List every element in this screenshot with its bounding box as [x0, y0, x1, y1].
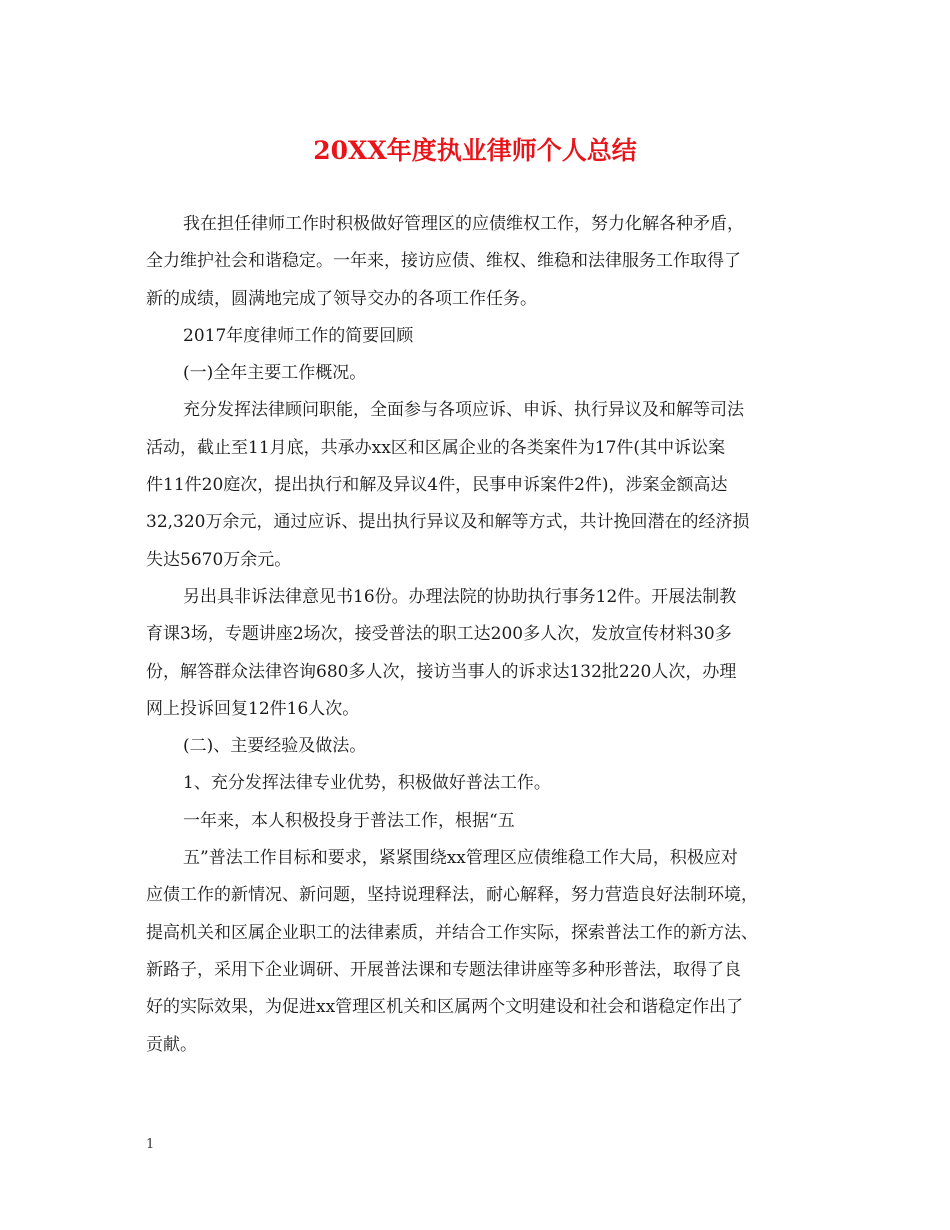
section-heading: 2017年度律师工作的简要回顾 — [183, 325, 414, 346]
numbered-item: 1、充分发挥法律专业优势，积极做好普法工作。 — [183, 773, 551, 794]
body-line: 贡献。 — [146, 1034, 197, 1055]
body-line: 好的实际效果，为促进xx管理区机关和区属两个文明建设和社会和谐稳定作出了 — [146, 997, 744, 1018]
body-line: 份，解答群众法律咨询680多人次，接访当事人的诉求达132批220人次，办理 — [146, 661, 737, 682]
body-line: 新的成绩，圆满地完成了领导交办的各项工作任务。 — [146, 288, 537, 309]
document-body — [146, 206, 806, 1064]
subsection-heading: (二)、主要经验及做法。 — [183, 736, 367, 757]
body-line: 新路子，采用下企业调研、开展普法课和专题法律讲座等多种形普法，取得了良 — [146, 959, 741, 980]
body-line: 件11件20庭次，提出执行和解及异议4件，民事申诉案件2件)，涉案金额高达 — [146, 475, 728, 496]
body-line: 育课3场，专题讲座2场次，接受普法的职工达200多人次，发放宣传材料30多 — [146, 624, 732, 645]
body-line: 另出具非诉法律意见书16份。办理法院的协助执行事务12件。开展法制教 — [183, 586, 737, 607]
body-line: 五”普法工作目标和要求，紧紧围绕xx管理区应债维稳工作大局，积极应对 — [183, 848, 738, 869]
body-line: 32,320万余元，通过应诉、提出执行异议及和解等方式，共计挽回潜在的经济损 — [146, 512, 750, 533]
subsection-heading: (一)全年主要工作概况。 — [183, 363, 367, 384]
page-number: 1 — [146, 1137, 155, 1152]
body-line: 失达5670万余元。 — [146, 549, 292, 570]
body-line: 应债工作的新情况、新问题，坚持说理释法，耐心解释，努力营造良好法制环境， — [146, 885, 758, 906]
body-line: 活动，截止至11月底，共承办xx区和区属企业的各类案件为17件(其中诉讼案 — [146, 437, 726, 458]
body-line: 一年来，本人积极投身于普法工作，根据“五 — [183, 810, 515, 831]
body-line: 充分发挥法律顾问职能，全面参与各项应诉、申诉、执行异议及和解等司法 — [183, 400, 744, 421]
body-line: 网上投诉回复12件16人次。 — [146, 698, 360, 719]
body-line: 我在担任律师工作时积极做好管理区的应债维权工作，努力化解各种矛盾， — [183, 214, 744, 234]
body-line: 全力维护社会和谐稳定。一年来，接访应债、维权、维稳和法律服务工作取得了 — [146, 251, 741, 272]
document-title: 20XX年度执业律师个人总结 — [313, 136, 637, 165]
body-line: 提高机关和区属企业职工的法律素质，并结合工作实际，探索普法工作的新方法、 — [146, 922, 758, 943]
